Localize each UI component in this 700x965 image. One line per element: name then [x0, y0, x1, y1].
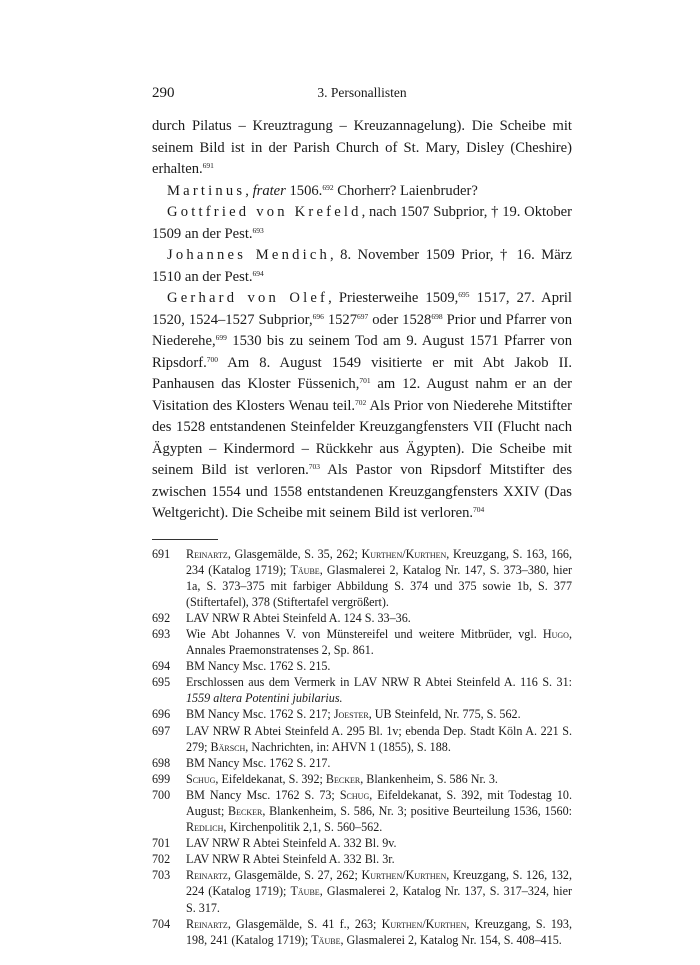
- text: , Kreuzgang, S. 126, 132, 224 (Katalog 1719);: [186, 868, 572, 899]
- footnote-ref-692[interactable]: 692: [322, 182, 334, 192]
- text: Als Pastor von Ripsdorf Mitstifter des zwischen 1554 und 1558 entstandenen Kreuzgangfensters XXIV (Das Weltgericht). Die Scheibe mit seinem Bild ist verloren.: [152, 462, 573, 521]
- author: Bärsch: [210, 739, 246, 754]
- text: , 8. November 1509 Prior, † 16. März 1510 an der Pest.: [152, 247, 573, 285]
- text: 1506.: [285, 182, 323, 199]
- text: , Glasmalerei 2, Katalog Nr. 137, S. 317–324, hier S. 317.: [186, 884, 572, 915]
- text: Chorherr? Laienbruder?: [333, 182, 478, 199]
- text: oder 1528: [368, 311, 432, 328]
- author: Hugo: [542, 626, 569, 641]
- footnote-697: [152, 723, 572, 755]
- footnote-702: [152, 851, 572, 867]
- footnote-700: [152, 787, 572, 835]
- footnote-rule: [152, 539, 218, 540]
- footnote-695: [152, 674, 572, 706]
- text: Am 8. August 1549 visitierte er mit Abt Jakob II. Panhausen das Kloster Füssenich,: [152, 354, 572, 392]
- text: , Eifeldekanat, S. 392, mit Todestag 10. August;: [186, 787, 573, 818]
- author: Becker: [228, 804, 263, 818]
- author: Joester: [333, 707, 369, 722]
- footnote-number: 691: [152, 546, 171, 561]
- text: LAV NRW R Abtei Steinfeld A. 332 Bl. 3r.: [186, 852, 395, 867]
- text: , Annales Praemonstratenses 2, Sp. 861.: [186, 626, 572, 658]
- footnote-number: 692: [152, 610, 171, 625]
- text: , Eifeldekanat, S. 392;: [215, 771, 326, 786]
- text: LAV NRW R Abtei Steinfeld A. 295 Bl. 1v; ebenda Dep. Stadt Köln A. 221 S. 279;: [186, 723, 572, 754]
- footnote-number: 700: [152, 787, 171, 802]
- footnote-ref-698[interactable]: 698: [431, 311, 443, 321]
- text: LAV NRW R Abtei Steinfeld A. 124 S. 33–36.: [186, 610, 411, 625]
- footnote-691: [152, 546, 572, 610]
- text: , Glasgemälde, S. 27, 262;: [227, 868, 362, 883]
- text: , Blankenheim, S. 586 Nr. 3.: [360, 771, 498, 786]
- text: , Priesterweihe 1509,: [328, 290, 459, 306]
- entry-gottfried: [152, 202, 572, 245]
- running-head: [152, 84, 572, 106]
- paragraph-pilatus: [152, 116, 572, 181]
- author: Reinartz: [186, 916, 228, 931]
- text: , nach 1507 Subprior, † 19. Oktober 1509 an der Pest.: [152, 204, 572, 242]
- text: , Kreuzgang, S. 163, 166, 234 (Katalog 1719);: [186, 546, 572, 577]
- footnote-696: [152, 706, 572, 722]
- author: Becker: [325, 771, 361, 786]
- running-title: 3. Personallisten: [317, 85, 407, 100]
- footnote-ref-691[interactable]: 691: [202, 161, 214, 170]
- footnote-ref-699[interactable]: 699: [215, 333, 227, 342]
- footnote-ref-702[interactable]: 702: [355, 397, 367, 407]
- text: BM Nancy Msc. 1762 S. 217.: [186, 755, 331, 770]
- footnote-699: [152, 771, 572, 787]
- footnote-number: 694: [152, 659, 171, 674]
- page-number: 290: [152, 85, 175, 101]
- footnote-ref-704[interactable]: 704: [473, 505, 485, 514]
- latin-quote: 1559 altera Potentini jubilarius.: [186, 691, 343, 706]
- text: , Blankenheim, S. 586, Nr. 3; positive Beurteilung 1536, 1560:: [262, 804, 572, 818]
- text: , Kreuzgang, S. 193, 198, 241 (Katalog 1719);: [186, 916, 572, 947]
- author: Täube: [290, 562, 320, 577]
- text: Erschlossen aus dem Vermerk in LAV NRW R Abtei Steinfeld A. 116 S. 31:: [186, 675, 572, 690]
- footnote-ref-696[interactable]: 696: [312, 311, 324, 321]
- text: ,: [245, 182, 253, 199]
- footnote-number: 704: [152, 916, 171, 931]
- footnote-ref-693[interactable]: 693: [252, 225, 264, 235]
- text: , Glasgemälde, S. 41 f., 263;: [227, 916, 382, 931]
- footnote-703: [152, 867, 572, 915]
- text: , Nachrichten, in: AHVN 1 (1855), S. 188.: [245, 739, 451, 754]
- text: BM Nancy Msc. 1762 S. 217;: [186, 707, 334, 722]
- footnote-698: [152, 755, 572, 771]
- footnote-ref-695[interactable]: 695: [458, 290, 470, 299]
- text: LAV NRW R Abtei Steinfeld A. 332 Bl. 9v.: [186, 836, 397, 851]
- entry-gerhard: [152, 288, 572, 525]
- text: 1517, 27. April 1520, 1524–1527 Subprior,: [152, 290, 572, 328]
- text: , Glasmalerei 2, Katalog Nr. 154, S. 408–415.: [340, 932, 562, 947]
- text: BM Nancy Msc. 1762 S. 73;: [186, 787, 340, 802]
- footnote-ref-701[interactable]: 701: [359, 376, 371, 385]
- author: Reinartz: [186, 868, 228, 883]
- author: Reinartz: [186, 546, 228, 561]
- footnote-692: [152, 610, 572, 626]
- text: , Kirchenpolitik 2,1, S. 560–562.: [223, 820, 383, 835]
- footnote-number: 701: [152, 836, 171, 851]
- text: , UB Steinfeld, Nr. 775, S. 562.: [368, 707, 521, 722]
- text: durch Pilatus – Kreuztragung – Kreuzannagelung). Die Scheibe mit seinem Bild ist in der Parish Church of St. Mary, Disley (Cheshire) erhalten.: [152, 118, 572, 177]
- text: Als Prior von Niederehe Mitstifter des 1528 entstandenen Steinfelder Kreuzgangfensters VII (Flucht nach Ägypten – Kindermord – Rückkehr aus Ägypten). Die Scheibe mit seinem Bild ist verloren.: [152, 397, 572, 478]
- entry-johannes: [152, 245, 572, 288]
- author: Kurthen/Kurthen: [361, 546, 447, 561]
- footnote-number: 695: [152, 675, 171, 690]
- text: , Glasmalerei 2, Katalog Nr. 147, S. 373–380, hier 1a, S. 373–375 mit farbiger Abbildung S. 374 und 375 sowie 1b, S. 377 (Stiftertafel), 378 (Stiftertafel vergrößert).: [186, 562, 572, 609]
- footnote-number: 697: [152, 723, 171, 738]
- footnote-704: [152, 916, 572, 948]
- person-name: Gerhard von Olef: [167, 290, 329, 306]
- person-name: Martinus: [167, 182, 246, 199]
- text: 1527: [323, 311, 358, 328]
- footnote-number: 698: [152, 755, 171, 770]
- author: Schug: [339, 787, 370, 802]
- text: am 12. August nahm er an der Visitation des Klosters Wenau teil.: [152, 376, 572, 414]
- author: Täube: [311, 932, 341, 947]
- author: Redlich: [186, 820, 224, 835]
- footnote-number: 693: [152, 626, 171, 641]
- text: 1530 bis zu seinem Tod am 9. August 1571 Pfarrer von Ripsdorf.: [152, 333, 572, 371]
- text: Wie Abt Johannes V. von Münstereifel und weitere Mitbrüder, vgl.: [186, 626, 543, 641]
- footnote-ref-703[interactable]: 703: [308, 462, 321, 471]
- author: Kurthen/Kurthen: [381, 916, 467, 931]
- person-name: Johannes Mendich: [167, 247, 331, 263]
- page: [152, 84, 572, 948]
- frater-italic: frater: [252, 182, 286, 199]
- footnote-701: [152, 835, 572, 851]
- author: Täube: [290, 884, 320, 899]
- footnote-694: [152, 658, 572, 674]
- body-text: [152, 116, 572, 525]
- footnote-ref-700[interactable]: 700: [206, 354, 218, 364]
- footnote-number: 702: [152, 852, 171, 867]
- footnote-number: 703: [152, 868, 171, 883]
- author: Kurthen/Kurthen: [361, 868, 447, 883]
- footnote-693: [152, 626, 572, 658]
- person-name: Gottfried von Krefeld: [167, 204, 362, 220]
- text: , Glasgemälde, S. 35, 262;: [227, 546, 362, 561]
- entry-martinus: [152, 181, 572, 203]
- author: Schug: [186, 771, 216, 786]
- footnotes: [152, 546, 572, 948]
- footnote-number: 696: [152, 707, 171, 722]
- footnote-ref-694[interactable]: 694: [252, 268, 264, 278]
- footnote-ref-697[interactable]: 697: [357, 311, 369, 321]
- text: BM Nancy Msc. 1762 S. 215.: [186, 659, 331, 674]
- text: Prior und Pfarrer von Niederehe,: [152, 311, 572, 349]
- footnote-number: 699: [152, 771, 171, 786]
